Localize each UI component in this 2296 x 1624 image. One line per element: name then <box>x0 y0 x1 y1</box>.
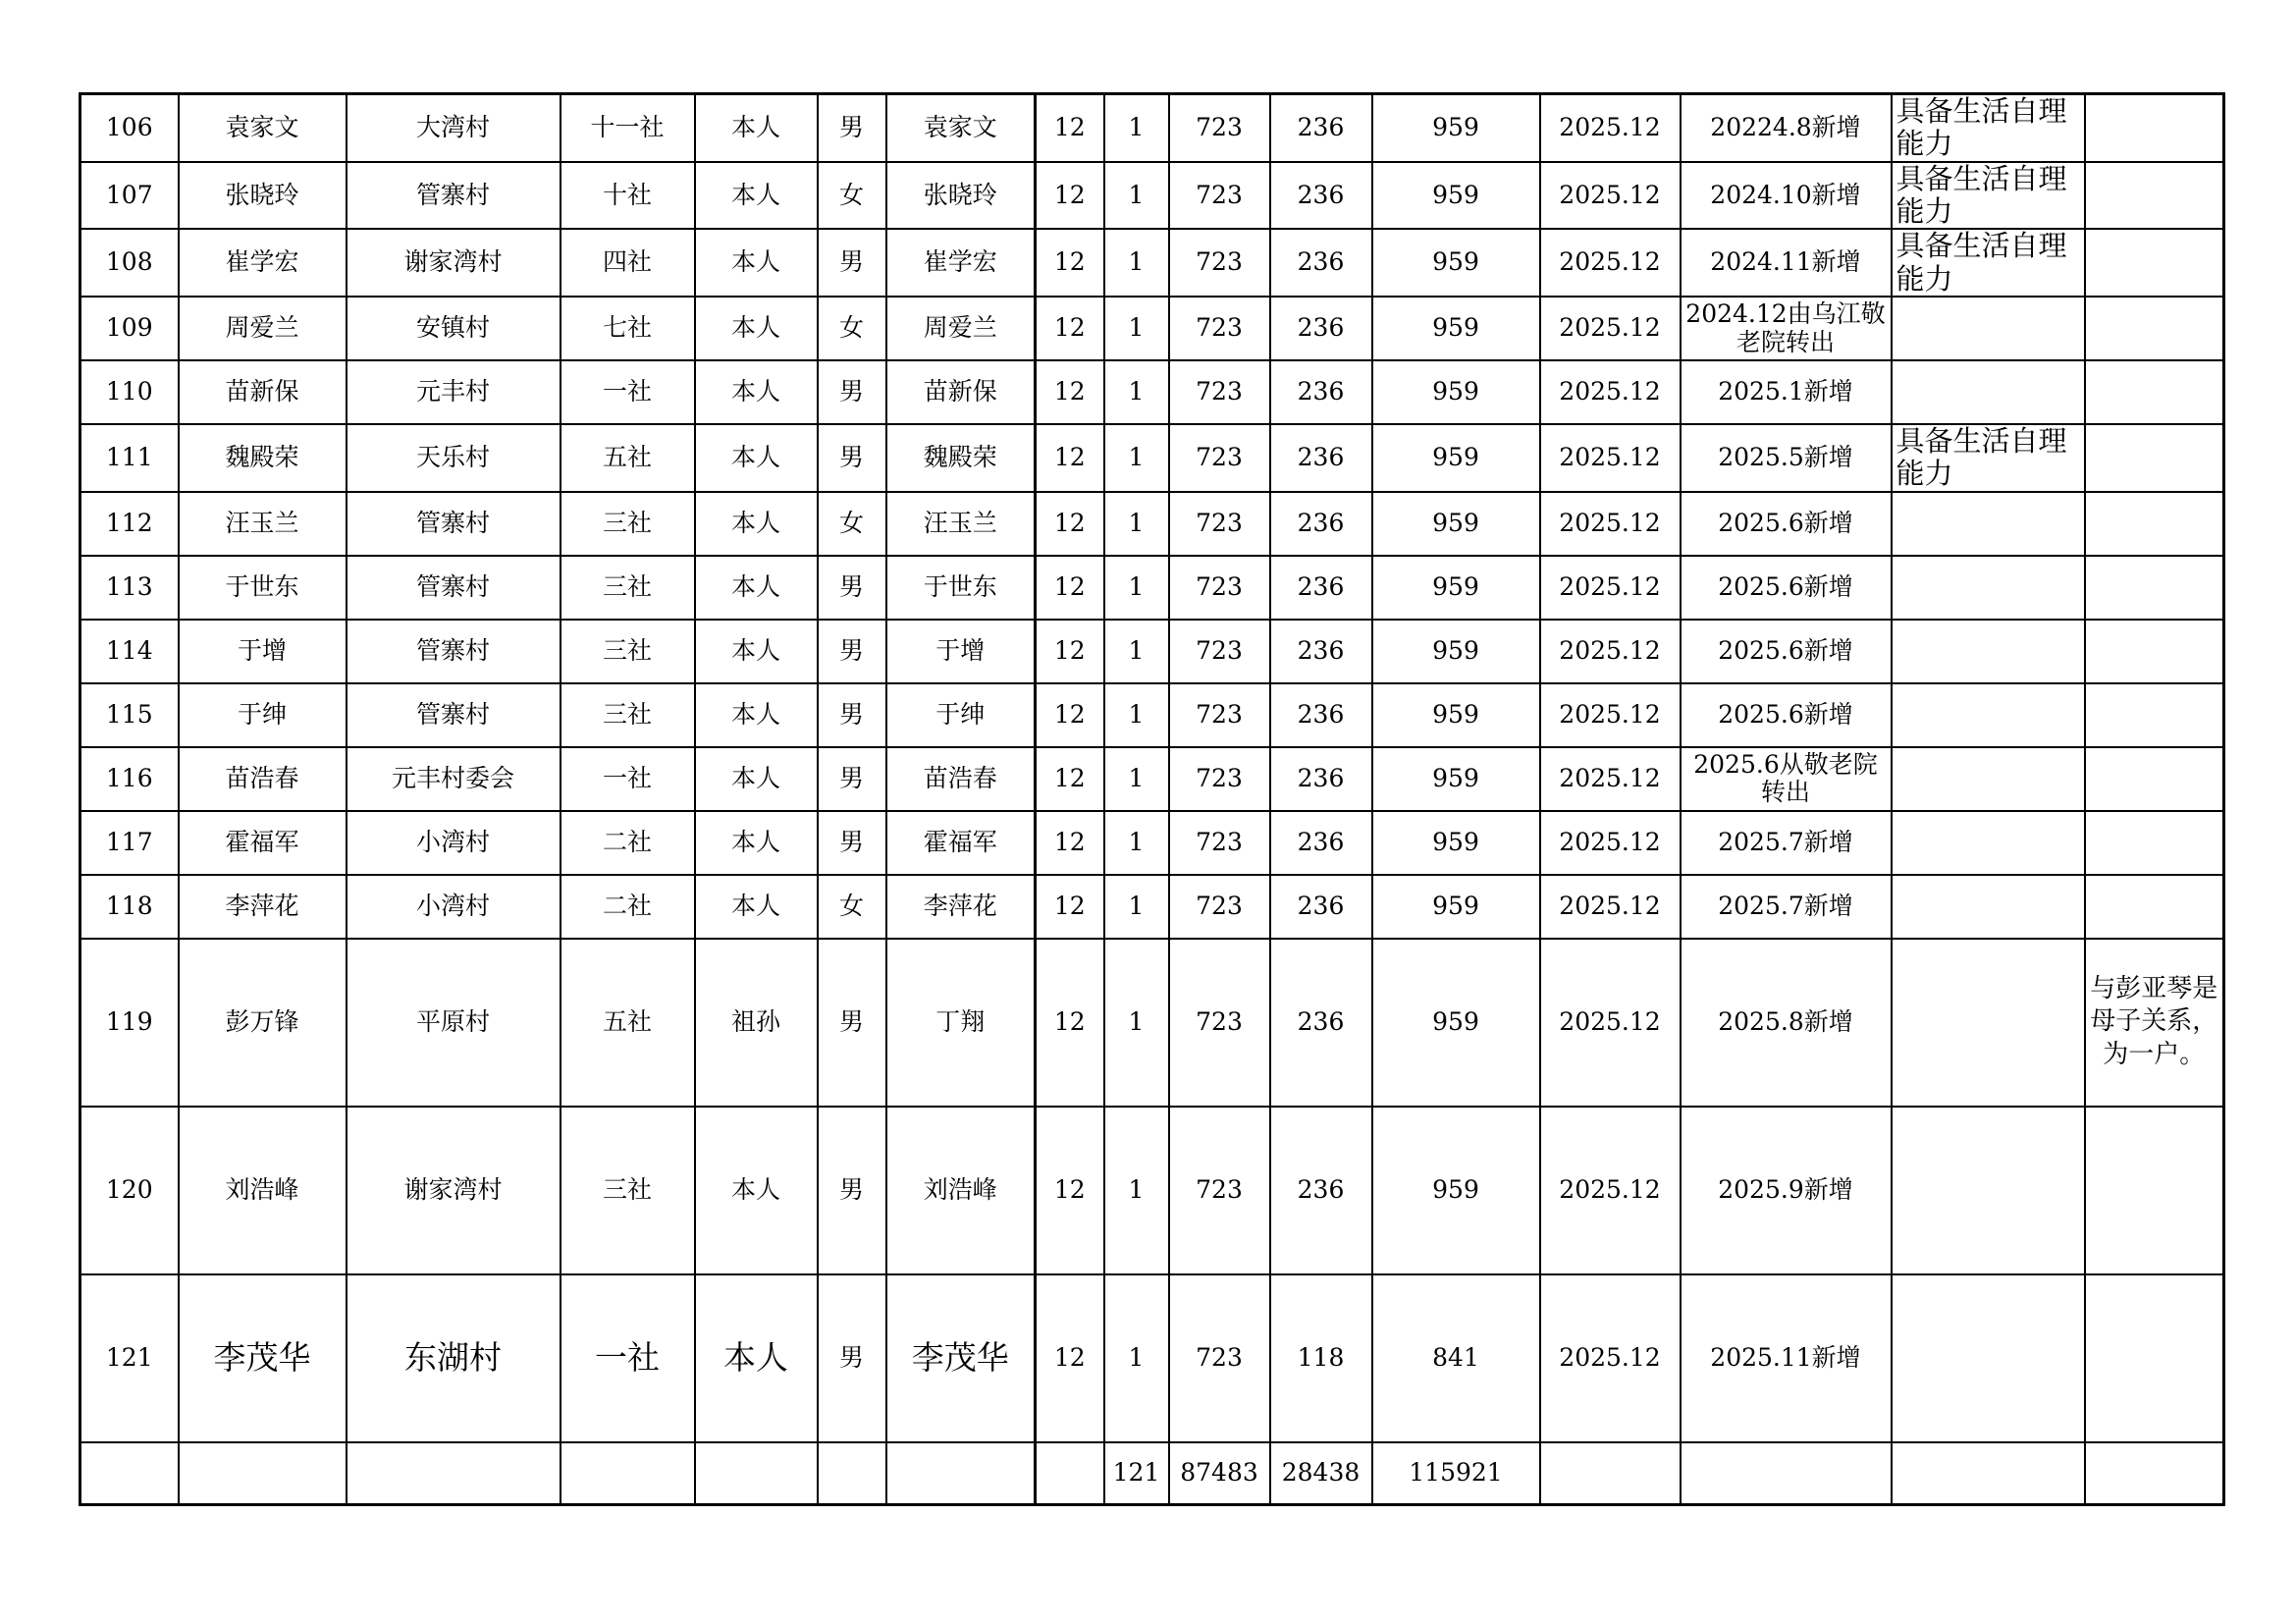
sex: 女 <box>818 875 886 939</box>
person-count: 1 <box>1104 424 1169 492</box>
amount-basic: 723 <box>1169 424 1270 492</box>
village: 管寨村 <box>347 492 561 556</box>
row-number: 114 <box>80 620 179 683</box>
sex: 男 <box>818 1274 886 1442</box>
amount-subsidy: 118 <box>1270 1274 1372 1442</box>
amount-subsidy: 236 <box>1270 939 1372 1107</box>
amount-basic: 723 <box>1169 297 1270 360</box>
empty-cell <box>818 1442 886 1505</box>
note <box>2085 424 2224 492</box>
end-date: 2025.12 <box>1540 1107 1681 1274</box>
amount-subsidy: 236 <box>1270 1107 1372 1274</box>
member-name: 于世东 <box>886 556 1036 620</box>
self-care-ability: 具备生活自理能力 <box>1892 229 2085 297</box>
village: 安镇村 <box>347 297 561 360</box>
row-number: 119 <box>80 939 179 1107</box>
person-count: 1 <box>1104 620 1169 683</box>
person-count: 1 <box>1104 229 1169 297</box>
village: 平原村 <box>347 939 561 1107</box>
table-row <box>80 492 2224 556</box>
amount-basic: 723 <box>1169 162 1270 230</box>
village-group: 三社 <box>561 492 695 556</box>
amount-total: 959 <box>1372 424 1540 492</box>
amount-total: 959 <box>1372 1107 1540 1274</box>
recipient-name: 苗浩春 <box>179 747 347 811</box>
person-count: 1 <box>1104 556 1169 620</box>
self-care-ability: 具备生活自理能力 <box>1892 94 2085 162</box>
amount-subsidy: 236 <box>1270 424 1372 492</box>
village-group: 一社 <box>561 1274 695 1442</box>
recipient-name: 于增 <box>179 620 347 683</box>
amount-basic: 723 <box>1169 1274 1270 1442</box>
empty-cell <box>561 1442 695 1505</box>
amount-basic: 723 <box>1169 492 1270 556</box>
relation: 本人 <box>695 492 818 556</box>
note <box>2085 683 2224 747</box>
remark: 2025.11新增 <box>1681 1274 1892 1442</box>
end-date: 2025.12 <box>1540 94 1681 162</box>
amount-total: 959 <box>1372 683 1540 747</box>
total-person-count: 121 <box>1104 1442 1169 1505</box>
end-date: 2025.12 <box>1540 360 1681 424</box>
amount-total: 959 <box>1372 94 1540 162</box>
recipient-name: 刘浩峰 <box>179 1107 347 1274</box>
village-group: 四社 <box>561 229 695 297</box>
village-group: 五社 <box>561 939 695 1107</box>
amount-subsidy: 236 <box>1270 747 1372 811</box>
end-date: 2025.12 <box>1540 875 1681 939</box>
amount-subsidy: 236 <box>1270 297 1372 360</box>
village: 管寨村 <box>347 620 561 683</box>
village-group: 三社 <box>561 556 695 620</box>
note <box>2085 1107 2224 1274</box>
empty-cell <box>1892 1442 2085 1505</box>
months: 12 <box>1036 683 1104 747</box>
months: 12 <box>1036 747 1104 811</box>
months: 12 <box>1036 162 1104 230</box>
amount-subsidy: 236 <box>1270 229 1372 297</box>
months: 12 <box>1036 811 1104 875</box>
recipient-name: 周爱兰 <box>179 297 347 360</box>
member-name: 于增 <box>886 620 1036 683</box>
totals-row <box>80 1442 2224 1505</box>
recipient-name: 霍福军 <box>179 811 347 875</box>
relation: 本人 <box>695 229 818 297</box>
amount-basic: 723 <box>1169 683 1270 747</box>
empty-cell <box>347 1442 561 1505</box>
recipient-name: 张晓玲 <box>179 162 347 230</box>
row-number: 110 <box>80 360 179 424</box>
sex: 男 <box>818 94 886 162</box>
table-row <box>80 360 2224 424</box>
member-name: 霍福军 <box>886 811 1036 875</box>
member-name: 刘浩峰 <box>886 1107 1036 1274</box>
note <box>2085 229 2224 297</box>
relation: 本人 <box>695 297 818 360</box>
table-row <box>80 875 2224 939</box>
village-group: 七社 <box>561 297 695 360</box>
member-name: 周爱兰 <box>886 297 1036 360</box>
table-row <box>80 297 2224 360</box>
self-care-ability <box>1892 1107 2085 1274</box>
total-amount-total: 115921 <box>1372 1442 1540 1505</box>
row-number: 115 <box>80 683 179 747</box>
amount-total: 959 <box>1372 297 1540 360</box>
row-number: 121 <box>80 1274 179 1442</box>
person-count: 1 <box>1104 683 1169 747</box>
total-amount-subsidy: 28438 <box>1270 1442 1372 1505</box>
recipient-name: 汪玉兰 <box>179 492 347 556</box>
relation: 本人 <box>695 162 818 230</box>
relation: 本人 <box>695 424 818 492</box>
village-group: 五社 <box>561 424 695 492</box>
amount-basic: 723 <box>1169 360 1270 424</box>
row-number: 108 <box>80 229 179 297</box>
remark: 2025.1新增 <box>1681 360 1892 424</box>
amount-basic: 723 <box>1169 556 1270 620</box>
sex: 男 <box>818 360 886 424</box>
end-date: 2025.12 <box>1540 492 1681 556</box>
remark: 2025.6新增 <box>1681 492 1892 556</box>
table-row <box>80 747 2224 811</box>
table-row <box>80 811 2224 875</box>
relation: 本人 <box>695 811 818 875</box>
row-number: 117 <box>80 811 179 875</box>
person-count: 1 <box>1104 747 1169 811</box>
amount-total: 841 <box>1372 1274 1540 1442</box>
village: 天乐村 <box>347 424 561 492</box>
end-date: 2025.12 <box>1540 683 1681 747</box>
amount-total: 959 <box>1372 747 1540 811</box>
empty-cell <box>886 1442 1036 1505</box>
empty-cell <box>1681 1442 1892 1505</box>
sex: 男 <box>818 620 886 683</box>
person-count: 1 <box>1104 297 1169 360</box>
self-care-ability <box>1892 360 2085 424</box>
months: 12 <box>1036 424 1104 492</box>
end-date: 2025.12 <box>1540 811 1681 875</box>
amount-subsidy: 236 <box>1270 683 1372 747</box>
amount-subsidy: 236 <box>1270 94 1372 162</box>
member-name: 苗浩春 <box>886 747 1036 811</box>
person-count: 1 <box>1104 492 1169 556</box>
relation: 本人 <box>695 747 818 811</box>
months: 12 <box>1036 620 1104 683</box>
sex: 男 <box>818 556 886 620</box>
person-count: 1 <box>1104 875 1169 939</box>
note <box>2085 811 2224 875</box>
village-group: 十社 <box>561 162 695 230</box>
months: 12 <box>1036 939 1104 1107</box>
amount-subsidy: 236 <box>1270 492 1372 556</box>
table-row <box>80 94 2224 162</box>
self-care-ability <box>1892 297 2085 360</box>
note <box>2085 747 2224 811</box>
amount-subsidy: 236 <box>1270 811 1372 875</box>
amount-basic: 723 <box>1169 747 1270 811</box>
end-date: 2025.12 <box>1540 162 1681 230</box>
village-group: 二社 <box>561 811 695 875</box>
amount-total: 959 <box>1372 162 1540 230</box>
village: 管寨村 <box>347 556 561 620</box>
member-name: 李茂华 <box>886 1274 1036 1442</box>
amount-subsidy: 236 <box>1270 162 1372 230</box>
table-row <box>80 683 2224 747</box>
member-name: 丁翔 <box>886 939 1036 1107</box>
amount-basic: 723 <box>1169 94 1270 162</box>
relation: 本人 <box>695 94 818 162</box>
row-number: 120 <box>80 1107 179 1274</box>
person-count: 1 <box>1104 94 1169 162</box>
self-care-ability: 具备生活自理能力 <box>1892 424 2085 492</box>
village: 小湾村 <box>347 811 561 875</box>
recipient-name: 于绅 <box>179 683 347 747</box>
remark: 2025.9新增 <box>1681 1107 1892 1274</box>
village-group: 三社 <box>561 620 695 683</box>
note <box>2085 297 2224 360</box>
end-date: 2025.12 <box>1540 620 1681 683</box>
relation: 本人 <box>695 683 818 747</box>
months: 12 <box>1036 1274 1104 1442</box>
note: 与彭亚琴是母子关系，为一户。 <box>2085 939 2224 1107</box>
remark: 20224.8新增 <box>1681 94 1892 162</box>
self-care-ability: 具备生活自理能力 <box>1892 162 2085 230</box>
amount-total: 959 <box>1372 620 1540 683</box>
person-count: 1 <box>1104 1274 1169 1442</box>
sex: 男 <box>818 811 886 875</box>
end-date: 2025.12 <box>1540 747 1681 811</box>
remark: 2025.6新增 <box>1681 620 1892 683</box>
note <box>2085 94 2224 162</box>
table-row <box>80 1107 2224 1274</box>
relation: 本人 <box>695 1274 818 1442</box>
amount-total: 959 <box>1372 811 1540 875</box>
village-group: 二社 <box>561 875 695 939</box>
amount-subsidy: 236 <box>1270 556 1372 620</box>
remark: 2025.6新增 <box>1681 683 1892 747</box>
amount-total: 959 <box>1372 556 1540 620</box>
note <box>2085 360 2224 424</box>
note <box>2085 556 2224 620</box>
table-row <box>80 162 2224 230</box>
amount-basic: 723 <box>1169 620 1270 683</box>
self-care-ability <box>1892 875 2085 939</box>
village: 元丰村 <box>347 360 561 424</box>
person-count: 1 <box>1104 1107 1169 1274</box>
table-row <box>80 620 2224 683</box>
village: 谢家湾村 <box>347 229 561 297</box>
relation: 本人 <box>695 1107 818 1274</box>
relation: 本人 <box>695 875 818 939</box>
member-name: 袁家文 <box>886 94 1036 162</box>
member-name: 崔学宏 <box>886 229 1036 297</box>
self-care-ability <box>1892 620 2085 683</box>
person-count: 1 <box>1104 811 1169 875</box>
table-row <box>80 229 2224 297</box>
amount-basic: 723 <box>1169 811 1270 875</box>
village-group: 一社 <box>561 360 695 424</box>
self-care-ability <box>1892 683 2085 747</box>
note <box>2085 162 2224 230</box>
table-row <box>80 556 2224 620</box>
months: 12 <box>1036 94 1104 162</box>
months: 12 <box>1036 1107 1104 1274</box>
amount-basic: 723 <box>1169 939 1270 1107</box>
person-count: 1 <box>1104 939 1169 1107</box>
amount-total: 959 <box>1372 875 1540 939</box>
relation: 祖孙 <box>695 939 818 1107</box>
row-number: 109 <box>80 297 179 360</box>
end-date: 2025.12 <box>1540 556 1681 620</box>
member-name: 汪玉兰 <box>886 492 1036 556</box>
village: 东湖村 <box>347 1274 561 1442</box>
self-care-ability <box>1892 747 2085 811</box>
recipient-name: 李萍花 <box>179 875 347 939</box>
end-date: 2025.12 <box>1540 939 1681 1107</box>
table-row <box>80 939 2224 1107</box>
recipient-name: 彭万锋 <box>179 939 347 1107</box>
self-care-ability <box>1892 939 2085 1107</box>
sex: 男 <box>818 683 886 747</box>
sex: 女 <box>818 297 886 360</box>
months: 12 <box>1036 875 1104 939</box>
sex: 男 <box>818 747 886 811</box>
village-group: 十一社 <box>561 94 695 162</box>
note <box>2085 875 2224 939</box>
village: 谢家湾村 <box>347 1107 561 1274</box>
table-row <box>80 424 2224 492</box>
amount-basic: 723 <box>1169 1107 1270 1274</box>
village-group: 一社 <box>561 747 695 811</box>
remark: 2024.11新增 <box>1681 229 1892 297</box>
self-care-ability <box>1892 556 2085 620</box>
sex: 男 <box>818 939 886 1107</box>
empty-cell <box>1036 1442 1104 1505</box>
relation: 本人 <box>695 620 818 683</box>
sex: 女 <box>818 162 886 230</box>
empty-cell <box>1540 1442 1681 1505</box>
recipient-name: 苗新保 <box>179 360 347 424</box>
empty-cell <box>2085 1442 2224 1505</box>
row-number: 116 <box>80 747 179 811</box>
relation: 本人 <box>695 556 818 620</box>
amount-total: 959 <box>1372 492 1540 556</box>
amount-total: 959 <box>1372 939 1540 1107</box>
row-number: 113 <box>80 556 179 620</box>
recipient-name: 李茂华 <box>179 1274 347 1442</box>
village: 大湾村 <box>347 94 561 162</box>
member-name: 于绅 <box>886 683 1036 747</box>
village: 元丰村委会 <box>347 747 561 811</box>
empty-cell <box>695 1442 818 1505</box>
recipient-name: 袁家文 <box>179 94 347 162</box>
relation: 本人 <box>695 360 818 424</box>
village: 管寨村 <box>347 683 561 747</box>
note <box>2085 492 2224 556</box>
row-number: 107 <box>80 162 179 230</box>
self-care-ability <box>1892 811 2085 875</box>
empty-cell <box>80 1442 179 1505</box>
amount-total: 959 <box>1372 229 1540 297</box>
row-number: 111 <box>80 424 179 492</box>
amount-subsidy: 236 <box>1270 875 1372 939</box>
row-number: 112 <box>80 492 179 556</box>
self-care-ability <box>1892 1274 2085 1442</box>
end-date: 2025.12 <box>1540 229 1681 297</box>
empty-cell <box>179 1442 347 1505</box>
person-count: 1 <box>1104 162 1169 230</box>
months: 12 <box>1036 556 1104 620</box>
amount-basic: 723 <box>1169 229 1270 297</box>
remark: 2024.12由乌江敬老院转出 <box>1681 297 1892 360</box>
member-name: 苗新保 <box>886 360 1036 424</box>
self-care-ability <box>1892 492 2085 556</box>
village-group: 三社 <box>561 1107 695 1274</box>
member-name: 李萍花 <box>886 875 1036 939</box>
remark: 2025.7新增 <box>1681 875 1892 939</box>
village: 管寨村 <box>347 162 561 230</box>
member-name: 魏殿荣 <box>886 424 1036 492</box>
end-date: 2025.12 <box>1540 424 1681 492</box>
village: 小湾村 <box>347 875 561 939</box>
end-date: 2025.12 <box>1540 297 1681 360</box>
amount-total: 959 <box>1372 360 1540 424</box>
data-table <box>79 92 2225 1506</box>
village-group: 三社 <box>561 683 695 747</box>
remark: 2024.10新增 <box>1681 162 1892 230</box>
note <box>2085 1274 2224 1442</box>
months: 12 <box>1036 297 1104 360</box>
months: 12 <box>1036 492 1104 556</box>
total-amount-basic: 87483 <box>1169 1442 1270 1505</box>
amount-subsidy: 236 <box>1270 360 1372 424</box>
remark: 2025.6新增 <box>1681 556 1892 620</box>
person-count: 1 <box>1104 360 1169 424</box>
recipient-name: 崔学宏 <box>179 229 347 297</box>
note <box>2085 620 2224 683</box>
sex: 男 <box>818 229 886 297</box>
remark: 2025.8新增 <box>1681 939 1892 1107</box>
sex: 男 <box>818 424 886 492</box>
remark: 2025.5新增 <box>1681 424 1892 492</box>
remark: 2025.7新增 <box>1681 811 1892 875</box>
months: 12 <box>1036 229 1104 297</box>
sex: 男 <box>818 1107 886 1274</box>
sex: 女 <box>818 492 886 556</box>
amount-basic: 723 <box>1169 875 1270 939</box>
row-number: 106 <box>80 94 179 162</box>
recipient-name: 魏殿荣 <box>179 424 347 492</box>
member-name: 张晓玲 <box>886 162 1036 230</box>
recipient-name: 于世东 <box>179 556 347 620</box>
amount-subsidy: 236 <box>1270 620 1372 683</box>
row-number: 118 <box>80 875 179 939</box>
remark: 2025.6从敬老院转出 <box>1681 747 1892 811</box>
months: 12 <box>1036 360 1104 424</box>
table-row <box>80 1274 2224 1442</box>
end-date: 2025.12 <box>1540 1274 1681 1442</box>
